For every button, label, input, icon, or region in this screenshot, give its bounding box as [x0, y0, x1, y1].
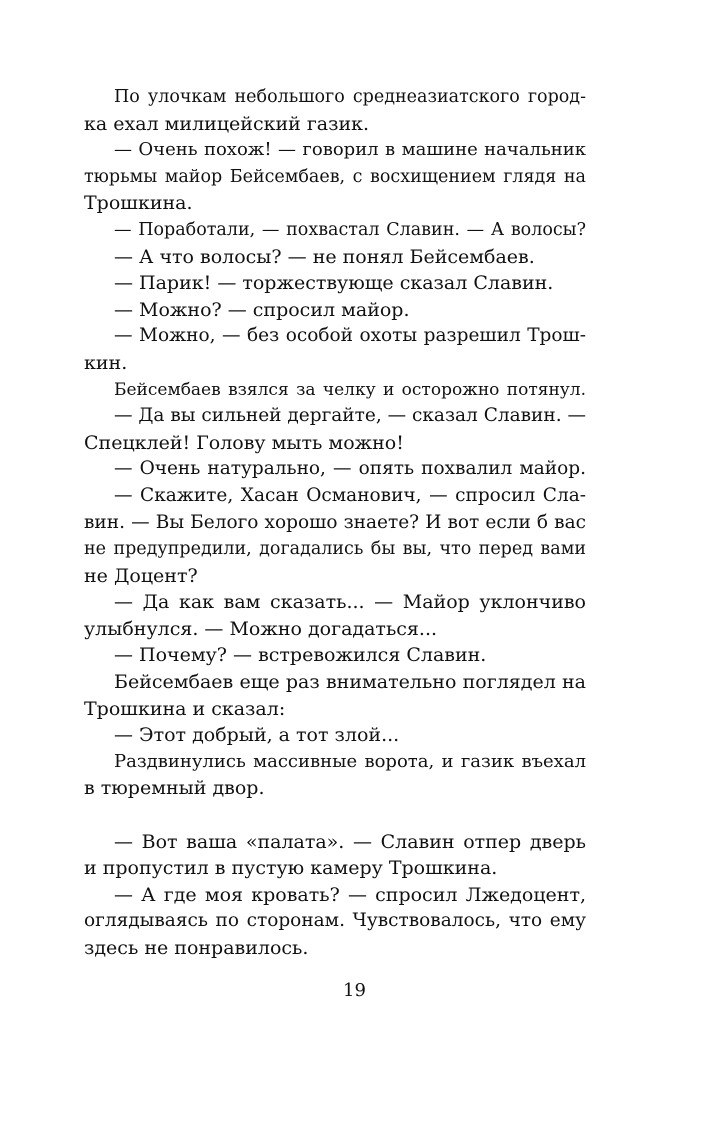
- text-line: — Можно, — без особой охоты разрешил Трош-: [114, 325, 586, 347]
- text-line: не предупредили, догадались бы вы, что перед вами: [84, 539, 586, 560]
- text-line: ка ехал милицейский газик.: [84, 112, 370, 135]
- text-line: тюрьмы майор Бейсембаев, с восхищением глядя на: [84, 166, 586, 187]
- paragraph: [84, 217, 586, 244]
- text-line: — Поработали, — похвастал Славин. — А волосы?: [114, 219, 586, 240]
- paragraph: [84, 403, 586, 456]
- paragraph: [84, 483, 586, 589]
- paragraph: [84, 244, 586, 271]
- text-line: По улочкам небольшого среднеазиатского город-: [114, 87, 586, 107]
- paragraph: [84, 456, 586, 483]
- page-number: 19: [343, 980, 366, 1001]
- text-line: Трошкина и сказал:: [84, 697, 286, 720]
- text-line: — Очень натурально, — опять похвалил майор.: [114, 458, 586, 480]
- paragraph: [84, 137, 586, 217]
- section-break: [84, 802, 586, 829]
- text-line: — Этот добрый, а тот злой...: [114, 724, 400, 747]
- paragraph: [84, 669, 586, 722]
- text-line: — Да вы сильней дергайте, — сказал Славин. —: [114, 405, 586, 427]
- paragraph: [84, 323, 586, 376]
- paragraph: [84, 642, 586, 669]
- paragraph: [84, 829, 586, 882]
- text-line: вин. — Вы Белого хорошо знаете? И вот если б вас: [84, 511, 586, 533]
- text-line: — Очень похож! — говорил в машине начальник: [114, 139, 586, 161]
- text-line: Спецклей! Голову мыть можно!: [84, 431, 404, 454]
- text-line: Бейсембаев взялся за челку и осторожно потянул.: [114, 379, 586, 400]
- paragraph: [84, 882, 586, 962]
- text-line: Бейсембаев еще раз внимательно поглядел на: [114, 671, 586, 694]
- paragraph: [84, 84, 586, 137]
- text-line: — Почему? — встревожился Славин.: [114, 644, 487, 667]
- text-line: и пропустил в пустую камеру Трошкина.: [84, 857, 498, 880]
- text-line: — Парик! — торжествующе сказал Славин.: [114, 272, 554, 295]
- paragraph: [84, 589, 586, 642]
- paragraph: [84, 722, 586, 749]
- body-text: [84, 84, 586, 962]
- text-line: кин.: [84, 351, 128, 374]
- text-line: — А что волосы? — не понял Бейсембаев.: [114, 245, 535, 268]
- paragraph: [84, 377, 586, 404]
- text-line: в тюремный двор.: [84, 777, 265, 800]
- text-line: не Доцент?: [84, 564, 198, 587]
- text-line: — Скажите, Хасан Османович, — спросил Сла-: [114, 484, 586, 506]
- text-line: — Да как вам сказать... — Майор уклончиво: [114, 591, 586, 614]
- text-line: оглядываясь по сторонам. Чувствовалось, что ему: [84, 910, 586, 932]
- paragraph: [84, 297, 586, 324]
- text-line: Трошкина.: [84, 192, 193, 215]
- text-line: Раздвинулись массивные ворота, и газик въехал: [114, 750, 586, 772]
- text-line: улыбнулся. — Можно догадаться...: [84, 617, 438, 640]
- paragraph: [84, 270, 586, 297]
- paragraph: [84, 749, 586, 802]
- text-line: здесь не понравилось.: [84, 937, 309, 959]
- text-line: — А где моя кровать? — спросил Лжедоцент,: [114, 883, 586, 906]
- text-line: — Вот ваша «палата». — Славин отпер дверь: [114, 830, 586, 853]
- text-line: — Можно? — спросил майор.: [114, 298, 410, 321]
